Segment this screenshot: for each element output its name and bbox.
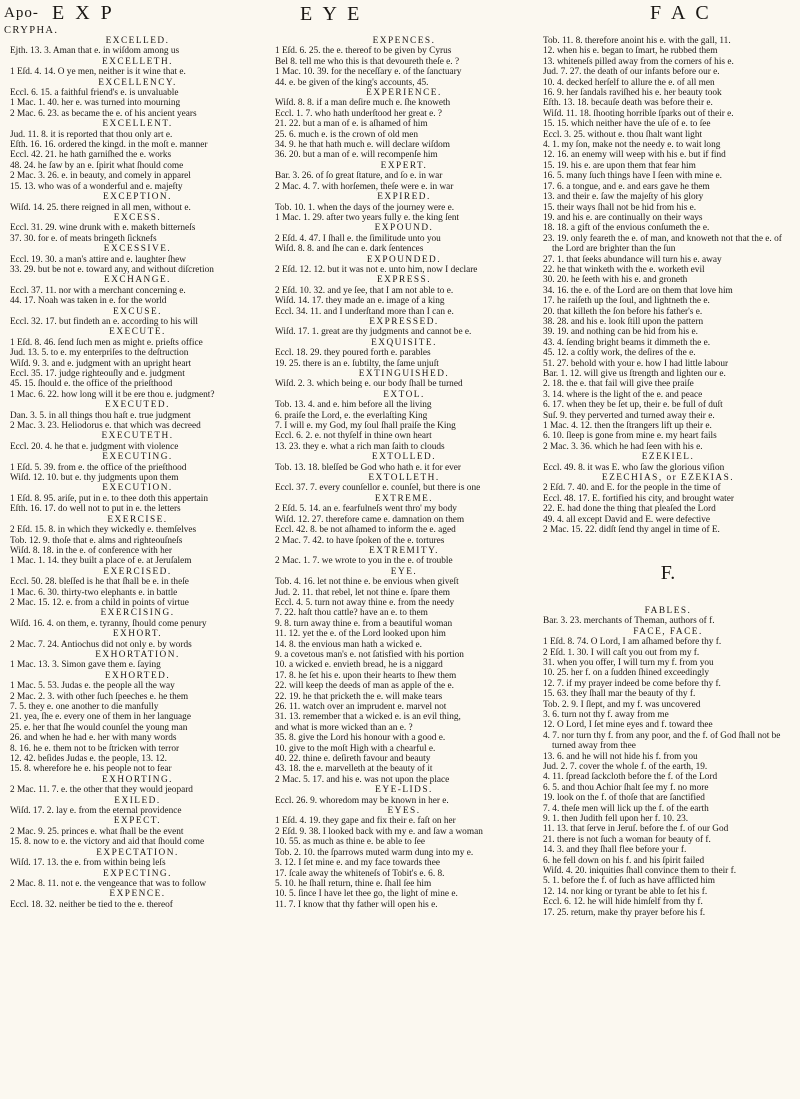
concordance-entry: 18. 18. a gift of the envious conſumeth the e.	[543, 223, 710, 234]
concordance-entry: 2 Eſd. 9. 38. I looked back with my e. and ſaw a woman	[275, 826, 483, 837]
concordance-entry: 22. E. had done the thing that pleaſed the Lord	[543, 504, 716, 515]
concordance-entry: 1 Eſd. 6. 25. the e. thereof to be given by Cyrus	[275, 46, 452, 57]
concordance-entry: 1 Mac. 1. 14. they built a place of e. at Jeruſalem	[10, 556, 192, 567]
concordance-entry: 6. 5. and thou Achior ſhalt ſee my f. no more	[543, 782, 709, 793]
concordance-entry: 11. 12. yet the e. of the Lord looked upon him	[275, 629, 446, 640]
concordance-entry: 11. 7. I know that thy father will open his e.	[275, 899, 438, 910]
concordance-entry: Suſ. 9. they perverted and turned away their e.	[543, 410, 715, 421]
concordance-entry: Jud. 11. 8. it is reported that thou only art e.	[10, 129, 173, 140]
headword: EXTOLLETH.	[368, 473, 440, 484]
running-head-letters-right: F A C	[650, 2, 712, 24]
concordance-entry: 45. 12. a coſtly work, the deſires of the e.	[543, 348, 696, 359]
concordance-entry: 33. 29. but be not e. toward any, and without diſcretion	[10, 264, 214, 275]
concordance-entry: 31. 13. remember that a wicked e. is an evil thing,	[275, 712, 461, 723]
headword: EXCESS.	[113, 212, 162, 223]
concordance-entry: 34. 9. he that hath much e. will declare wiſdom	[275, 140, 451, 151]
concordance-entry: Wiſd. 16. 4. on them, e. tyranny, ſhould come penury	[10, 618, 207, 629]
concordance-entry: 12. 16. an enemy will weep with his e. but if find	[543, 150, 726, 161]
concordance-entry: 26. and when he had e. her with many words	[10, 733, 177, 744]
concordance-entry: Eccl. 42. 21. he hath garniſhed the e. works	[10, 150, 172, 161]
headword: FACE, FACE.	[633, 626, 703, 637]
headword: EXPECTING.	[103, 868, 172, 879]
concordance-entry: 11. 13. that ſerve in Jeruſ. before the f. of our God	[543, 824, 729, 835]
concordance-entry: 9. a covetous man's e. not ſatisfied with his portion	[275, 649, 464, 660]
concordance-entry: 17. 6. a tongue, and e. and ears gave he them	[543, 181, 710, 192]
headword: EXPOUND.	[374, 223, 434, 234]
headword: EXECUTE.	[109, 327, 166, 338]
concordance-entry: 31. when you offer, I will turn my f. from you	[543, 657, 714, 668]
concordance-entry: 2 Eſd. 7. 40. and E. for the people in the time of	[543, 483, 721, 494]
concordance-entry: 2 Mac. 1. 7. we wrote to you in the e. of trouble	[275, 556, 453, 567]
concordance-entry: 30. 20. he ſeeth with his e. and groneth	[543, 275, 688, 286]
concordance-entry: Eccl. 6. 15. a faithful friend's e. is unvaluable	[10, 88, 179, 99]
headword: EXTINGUISHED.	[358, 369, 450, 379]
column-3	[543, 36, 793, 1096]
headword: EXCELLENCY.	[98, 77, 177, 88]
concordance-entry: 17. 8. he ſet his e. upon their hearts to ſhew them	[275, 670, 457, 681]
concordance-entry: Bar. 3. 26. of ſo great ſtature, and ſo e. in war	[275, 171, 443, 182]
concordance-entry: Wiſd. 14. 25. there reigned in all men, without e.	[10, 202, 191, 213]
headword: EXECUTETH.	[101, 431, 174, 442]
headword: EXECUTION.	[102, 483, 173, 494]
concordance-entry: 7. 5. they e. one another to die manfully	[10, 702, 159, 712]
concordance-entry: 13. 6. and he will not hide his f. from you	[543, 751, 698, 762]
running-head-letters-center: E Y E	[300, 3, 363, 25]
concordance-entry: 3. 6. turn not thy f. away from me	[543, 709, 669, 720]
concordance-entry: 6. he fell down on his f. and his ſpirit failed	[543, 855, 705, 866]
concordance-entry: 39. 19. and nothing can be hid from his e.	[543, 327, 698, 338]
concordance-entry: 1 Mac. 4. 12. then the ſtrangers lift up their e.	[543, 421, 712, 432]
headword: EXTREME.	[374, 493, 434, 504]
concordance-entry: 1 Eſd. 5. 39. from e. the office of the prieſthood	[10, 462, 187, 473]
concordance-entry: 10. 25. her f. on a ſudden ſhined exceedingly	[543, 668, 710, 679]
column-1	[10, 36, 265, 1096]
headword: EXCUSE.	[113, 306, 162, 317]
concordance-entry: 17. 25. return, make thy prayer before his f.	[543, 907, 706, 918]
concordance-entry: 2 Mac. 11. 7. e. the other that they would jeopard	[10, 785, 193, 796]
headword: EXPRESSED.	[369, 316, 439, 327]
concordance-entry: Wiſd. 9. 3. and e. judgment with an upright heart	[10, 358, 192, 369]
concordance-entry: 9. 8. turn away thine e. from a beautiful woman	[275, 618, 453, 629]
concordance-entry: Eccl. 34. 11. and I underſtand more than I can e.	[275, 306, 454, 317]
headword: EXERCISE.	[107, 514, 168, 525]
concordance-entry: 6. 17. when they be ſet up, their e. be full of duſt	[543, 400, 723, 411]
concordance-entry: 12. 14. nor king or tyrant be able to ſet his f.	[543, 886, 708, 897]
concordance-entry: 10. 55. as much as thine e. be able to ſee	[275, 837, 425, 848]
concordance-entry: Tob. 11. 8. therefore anoint his e. with the gall, 11.	[543, 36, 731, 46]
concordance-entry: Wiſd. 12. 27. therefore came e. damnation on them	[275, 514, 465, 525]
headword: EXCELLENT.	[102, 119, 173, 130]
headword: EXPECTATION.	[96, 847, 179, 858]
concordance-entry: Eccl. 6. 2. e. not thyſelf in thine own heart	[275, 431, 432, 442]
headword: EXPECT.	[113, 816, 162, 827]
concordance-entry: 4. 1. my ſon, make not the needy e. to wait long	[543, 140, 721, 151]
concordance-entry: 21. there is not ſuch a woman for beauty of f.	[543, 834, 711, 845]
column-2	[275, 36, 533, 1096]
concordance-entry: 1 Eſd. 4. 14. O ye men, neither is it wine that e.	[10, 67, 186, 78]
concordance-entry: 19. look on the f. of thoſe that are ſanctified	[543, 793, 705, 804]
running-head-left	[4, 4, 58, 36]
concordance-entry: Eccl. 20. 4. he that e. judgment with violence	[10, 441, 179, 452]
headword: EXHORTED.	[104, 670, 171, 681]
concordance-entry: Eccl. 19. 30. a man's attire and e. laughter ſhew	[10, 254, 186, 265]
concordance-entry: 21. yea, ſhe e. every one of them in her language	[10, 712, 191, 723]
concordance-entry: Wiſd. 8. 18. in the e. of conference with her	[10, 545, 173, 556]
concordance-entry: 2 Mac. 4. 7. with horſemen, theſe were e. in war	[275, 181, 454, 192]
concordance-entry: 4. 11. ſpread ſackcloth before the f. of the Lord	[543, 772, 718, 783]
concordance-entry: 48. 24. he ſaw by an e. ſpirit what ſhould come	[10, 160, 184, 171]
concordance-entry: 2 Eſd. 12. 12. but it was not e. unto him, now I declare	[275, 264, 478, 275]
concordance-entry: 34. 16. the e. of the Lord are on them that love him	[543, 285, 733, 296]
spacer	[543, 584, 793, 606]
headword: EXPIRED.	[377, 192, 431, 203]
concordance-entry: Wiſd. 17. 13. the e. from within being leſs	[10, 858, 166, 869]
running-head-apocrypha-top: Apo-	[4, 5, 39, 21]
concordance-entry: 35. 8. give the Lord his honour with a good e.	[275, 733, 446, 744]
running-head-letters-left: E X P	[52, 2, 115, 24]
concordance-entry: 26. 11. watch over an imprudent e. marvel not	[275, 702, 447, 712]
concordance-entry: Wiſd. 12. 10. but e. thy judgments upon them	[10, 473, 179, 484]
concordance-entry: Tob. 2. 9. I ſlept, and my f. was uncovered	[543, 699, 701, 710]
concordance-entry: Eſth. 13. 18. becauſe death was before their e.	[543, 98, 713, 109]
concordance-entry: 2 Mac. 7. 42. to have ſpoken of the e. tortures	[275, 535, 445, 546]
concordance-entry: Tob. 2. 10. the ſparrows muted warm dung into my e.	[275, 847, 474, 858]
headword: EXPERIENCE.	[366, 88, 442, 99]
concordance-entry: 10. a wicked e. envieth bread, he is a niggard	[275, 660, 443, 671]
headword: EXERCISING.	[100, 608, 175, 619]
concordance-entry: Jud. 2. 7. cover the whole f. of the earth, 19.	[543, 762, 708, 772]
spacer	[543, 536, 793, 558]
concordance-entry: 5. 10. he ſhall return, thine e. ſhall ſee him	[275, 878, 432, 889]
concordance-entry: Eccl. 37. 7. every counſellor e. counſel, but there is one	[275, 483, 481, 494]
concordance-entry: Jud. 2. 11. that rebel, let not thine e. ſpare them	[275, 587, 450, 598]
headword: EXTOLLED.	[371, 452, 437, 463]
headword: EXECUTED.	[105, 400, 170, 411]
concordance-entry: 12. 42. beſides Judas e. the people, 13. 12.	[10, 754, 167, 765]
concordance-entry: 2. 18. the e. that fail will give thee praiſe	[543, 379, 694, 390]
concordance-entry: 38. 28. and his e. look ſtill upon the pattern	[543, 316, 704, 327]
concordance-entry: Eccl. 1. 7. who hath underſtood her great e. ?	[275, 108, 443, 119]
concordance-entry: 15. 15. which neither have the uſe of e. to ſee	[543, 119, 711, 130]
page-header	[0, 0, 800, 40]
concordance-entry: 12. O Lord, I ſet mine eyes and f. toward thee	[543, 720, 713, 731]
concordance-entry: 6. 10. ſleep is gone from mine e. my heart fails	[543, 431, 717, 442]
concordance-entry: Eccl. 18. 32. neither be tied to the e. thereof	[10, 899, 173, 910]
concordance-entry: 10. 5. ſince I have let thee go, the light of mine e.	[275, 889, 458, 900]
concordance-entry: 16. 5. many ſuch things have I ſeen with mine e.	[543, 171, 722, 182]
headword: EXPOUNDED.	[366, 254, 442, 265]
concordance-entry: 43. 4. ſending bright beams it dimmeth the e.	[543, 337, 711, 348]
headword: EYE.	[390, 566, 418, 577]
concordance-entry: 43. 18. the e. marvelleth at the beauty of it	[275, 764, 433, 775]
concordance-entry: 2 Eſd. 15. 8. in which they wickedly e. themſelves	[10, 525, 197, 536]
headword: FABLES.	[644, 605, 692, 616]
concordance-entry: 49. 4. all except David and E. were defective	[543, 514, 711, 525]
concordance-entry: 2 Mac. 3. 36. which he had ſeen with his e.	[543, 441, 703, 452]
headword: EXCEPTION.	[103, 192, 172, 203]
concordance-entry: 1 Mac. 1. 29. after two years fully e. the king ſent	[275, 212, 460, 223]
headword: EXPENCE.	[109, 889, 166, 900]
concordance-entry: 23. 19. only feareth the e. of man, and knoweth not that the e. of the Lord are brighter than the ſun	[543, 233, 782, 255]
concordance-entry: Dan. 3. 5. in all things thou haſt e. true judgment	[10, 410, 191, 421]
concordance-entry: 10. 4. decked herſelf to allure the e. of all men	[543, 77, 715, 88]
concordance-entry: 16. 9. her ſandals raviſhed his e. her beauty took	[543, 88, 722, 99]
concordance-entry: Eccl. 48. 17. E. fortified his city, and brought water	[543, 493, 734, 504]
concordance-entry: 37. 30. for e. of meats bringeth ſicknefs	[10, 233, 157, 244]
concordance-entry: 2 Eſd. 10. 32. and ye ſee, that I am not able to e.	[275, 285, 454, 296]
concordance-entry: 21. 22. but a man of e. is aſhamed of him	[275, 119, 428, 130]
headword: EZEKIEL.	[641, 452, 695, 463]
concordance-entry: Ejth. 13. 3. Aman that e. in wiſdom among us	[10, 46, 180, 57]
concordance-entry: 13. whiteneſs pilled away from the corners of his e.	[543, 56, 734, 67]
concordance-entry: Eccl. 49. 8. it was E. who ſaw the glorious viſion	[543, 462, 725, 473]
concordance-entry: 9. 1. then Judith fell upon her f. 10. 23.	[543, 814, 689, 825]
concordance-entry: 13. and their e. ſaw the majeſty of his glory	[543, 192, 704, 203]
concordance-entry: 15. their ways ſhall not be hid from his e.	[543, 202, 697, 213]
concordance-entry: Eccl. 42. 8. be not aſhamed to inform the e. aged	[275, 525, 456, 536]
concordance-entry: 22. he that winketh with the e. worketh evil	[543, 264, 705, 275]
concordance-entry: Bel 8. tell me who this is that devoureth theſe e. ?	[275, 56, 460, 67]
concordance-entry: Bar. 3. 23. merchants of Theman, authors of f.	[543, 616, 715, 627]
concordance-entry: 12. when his e. began to ſmart, he rubbed them	[543, 46, 718, 57]
concordance-entry: 2 Mac. 3. 26. e. in beauty, and comely in apparel	[10, 171, 191, 182]
headword: EXHORT.	[112, 629, 163, 640]
headword: EXPRESS.	[376, 275, 432, 286]
headword: EXQUISITE.	[371, 337, 437, 348]
concordance-entry: 15. 13. who was of a wonderful and e. majeſty	[10, 181, 183, 192]
concordance-entry: 2 Mac. 7. 24. Antiochus did not only e. by words	[10, 639, 192, 650]
concordance-entry: 14. 3. and they ſhall flee before your f.	[543, 845, 687, 856]
headword: EXPERT.	[380, 160, 428, 171]
concordance-entry: Wiſd. 17. 2. lay e. from the eternal providence	[10, 806, 182, 817]
concordance-entry: 22. 19. he that pricketh the e. will make tears	[275, 691, 443, 702]
headword: EXCHANGE.	[104, 275, 171, 286]
concordance-entry: 2 Mac. 15. 22. didſt ſend thy angel in time of E.	[543, 525, 720, 536]
headword: EZECHIAS, or EZEKIAS.	[601, 473, 735, 484]
headword: EXTOL.	[383, 389, 425, 400]
concordance-entry: 1 Eſd. 8. 74. O Lord, I am aſhamed before thy f.	[543, 637, 722, 648]
concordance-entry: 25. e. her that ſhe would counſel the young man	[10, 722, 188, 733]
concordance-entry: 1 Mac. 6. 30. thirty-two elephants e. in battle	[10, 587, 178, 598]
concordance-entry: Eccl. 4. 5. turn not away thine e. from the needy	[275, 597, 455, 608]
concordance-entry: 2 Eſd. 1. 30. I will caſt you out from my f.	[543, 647, 700, 658]
concordance-entry: 1 Eſd. 8. 95. ariſe, put in e. to thee doth this appertain	[10, 493, 209, 504]
concordance-entry: Eccl. 37. 11. nor with a merchant concerning e.	[10, 285, 186, 296]
concordance-entry: Wiſd. 8. 8. if a man deſire much e. ſhe knoweth	[275, 98, 451, 109]
headword: EXERCISED.	[103, 566, 172, 577]
concordance-entry: 19. and his e. are continually on their ways	[543, 212, 703, 223]
concordance-entry: 44. e. be given of the king's accounts, 45.	[275, 77, 429, 88]
concordance-entry: Wiſd. 8. 8. and ſhe can e. dark ſentences	[275, 244, 424, 255]
concordance-entry: 7. I will e. my God, my ſoul ſhall praiſe the King	[275, 421, 456, 432]
headword: EXTREMITY.	[369, 545, 439, 556]
concordance-entry: Wiſd. 2. 3. which being e. our body ſhall be turned	[275, 379, 463, 390]
running-head-apocrypha-sub: CRYPHA.	[4, 25, 59, 36]
concordance-entry: Wiſd. 4. 20. iniquities ſhall convince them to their f.	[543, 866, 737, 877]
concordance-entry: 1 Mac. 13. 3. Simon gave them e. ſaying	[10, 660, 161, 671]
concordance-entry: Wiſd. 17. 1. great are thy judgments and cannot be e.	[275, 327, 472, 338]
concordance-entry: 20. that killeth the ſon before his father's e.	[543, 306, 703, 317]
headword: EXCELLETH.	[101, 56, 174, 67]
concordance-entry: 15. 8. wherefore he e. his people not to fear	[10, 764, 172, 775]
concordance-entry: 4. 7. nor turn thy f. from any poor, and the f. of God ſhall not be turned away from thee	[543, 730, 781, 752]
headword: EXECUTING.	[102, 452, 173, 463]
concordance-entry: 7. 22. haſt thou cattle? have an e. to them	[275, 608, 428, 619]
concordance-entry: 36. 20. but a man of e. will recompenſe him	[275, 150, 438, 161]
headword: EXCESSIVE.	[103, 244, 172, 255]
concordance-entry: 6. praiſe the Lord, e. the everlaſting King	[275, 410, 428, 421]
concordance-entry: 2 Eſd. 4. 47. I ſhall e. the ſimilitude unto you	[275, 233, 441, 244]
concordance-entry: 3. 12. I ſet mine e. and my face towards thee	[275, 858, 440, 869]
concordance-entry: 2 Mac. 15. 12. e. from a child in points of virtue	[10, 597, 189, 608]
concordance-entry: Eccl. 32. 17. but findeth an e. according to his will	[10, 316, 198, 327]
concordance-entry: 40. 22. thine e. deſireth favour and beauty	[275, 754, 431, 765]
concordance-entry: 2 Mac. 8. 11. not e. the vengeance that was to follow	[10, 878, 207, 889]
concordance-entry: Tob. 4. 16. let not thine e. be envious when giveſt	[275, 577, 459, 588]
concordance-entry: Tob. 10. 1. when the days of the journey were e.	[275, 202, 455, 213]
section-letter: F.	[660, 561, 676, 584]
concordance-entry: Tob. 13. 18. bleſſed be God who hath e. it for ever	[275, 462, 462, 473]
concordance-entry: 1 Eſd. 4. 19. they gape and fix their e. faſt on her	[275, 816, 456, 827]
concordance-entry: 1 Mac. 6. 22. how long will it be ere thou e. judgment?	[10, 389, 215, 400]
concordance-entry: 10. give to the moſt High with a chearful e.	[275, 743, 436, 754]
concordance-entry: 3. 14. where is the light of the e. and peace	[543, 389, 703, 400]
concordance-entry: 1 Mac. 5. 53. Judas e. the people all the way	[10, 681, 175, 692]
concordance-entry: 25. 6. much e. is the crown of old men	[275, 129, 419, 140]
concordance-entry: 19. 25. there is an e. ſubtilty, the ſame unjuſt	[275, 358, 439, 369]
headword: EXPENCES.	[372, 36, 436, 46]
concordance-entry: 2 Mac. 2. 3. with other ſuch ſpeeches e. he them	[10, 691, 189, 702]
concordance-entry: 13. 23. they e. what a rich man ſaith to clouds	[275, 441, 445, 452]
concordance-entry: 2 Mac. 9. 25. princes e. what ſhall be the event	[10, 826, 184, 837]
concordance-entry: 1 Mac. 10. 39. for the neceſſary e. of the ſanctuary	[275, 67, 462, 78]
concordance-entry: 22. will keep the deeds of man as apple of the e.	[275, 681, 454, 692]
concordance-entry: 2 Mac. 6. 23. as became the e. of his ancient years	[10, 108, 197, 119]
concordance-entry: 51. 27. behold with your e. how I had little labour	[543, 358, 729, 369]
concordance-entry: 7. 4. theſe men will lick up the f. of the earth	[543, 803, 709, 814]
concordance-entry: 1 Eſd. 8. 46. ſend ſuch men as might e. prieſts office	[10, 337, 203, 348]
concordance-entry: 15. 63. they ſhall mar the beauty of thy f.	[543, 689, 696, 700]
concordance-entry: 45. 15. ſhould e. the office of the prieſthood	[10, 379, 173, 390]
headword: EXHORTING.	[102, 774, 173, 785]
concordance-entry: 15. 8. now to e. the victory and aid that ſhould come	[10, 837, 205, 848]
concordance-entry: 27. 1. that ſeeks abundance will turn his e. away	[543, 254, 722, 265]
concordance-entry: 15. 19. his e. are upon them that fear him	[543, 160, 696, 171]
concordance-entry: 44. 17. Noah was taken in e. for the world	[10, 296, 167, 307]
concordance-entry: Eccl. 31. 29. wine drunk with e. maketh bitterneſs	[10, 223, 196, 234]
headword: EXCELLED.	[105, 36, 170, 46]
concordance-entry: Eccl. 6. 12. he will hide himſelf from thy f.	[543, 897, 703, 908]
headword: EYE-LIDS.	[375, 785, 433, 796]
concordance-entry: Jud. 7. 27. the death of our infants before our e.	[543, 67, 720, 78]
concordance-entry: Jud. 13. 5. to e. my enterpriſes to the deſtruction	[10, 348, 189, 359]
concordance-entry: Bar. 1. 12. will give us ſtrength and lighten our e.	[543, 369, 726, 379]
concordance-entry: Eccl. 26. 9. whoredom may be known in her e.	[275, 795, 449, 806]
headword: EYES.	[387, 806, 421, 817]
concordance-entry: 17. he raiſeth up the ſoul, and lightneth the e.	[543, 296, 710, 307]
concordance-entry: Eſth. 16. 17. do well not to put in e. the letters	[10, 504, 181, 515]
concordance-entry: 2 Eſd. 5. 14. an e. fearfulneſs went thro' my body	[275, 504, 457, 515]
concordance-entry: Wiſd. 14. 17. they made an e. image of a king	[275, 296, 445, 307]
concordance-entry: Tob. 13. 4. and e. him before all the living	[275, 400, 432, 411]
concordance-entry: Tob. 12. 9. thoſe that e. alms and righteouſneſs	[10, 535, 183, 546]
concordance-entry: Eccl. 50. 28. bleſſed is he that ſhall be e. in theſe	[10, 577, 189, 588]
concordance-entry: 1 Mac. 1. 40. her e. was turned into mourning	[10, 98, 181, 109]
concordance-entry: 2 Mac. 5. 17. and his e. was not upon the place	[275, 774, 450, 785]
concordance-entry: Eccl. 18. 29. they poured forth e. parables	[275, 348, 431, 359]
concordance-entry: Wiſd. 11. 18. ſhooting horrible ſparks out of their e.	[543, 108, 734, 119]
headword: EXILED.	[114, 795, 161, 806]
concordance-entry: 5. 1. before the f. of ſuch as have afflicted him	[543, 876, 716, 887]
concordance-entry: 17. ſcale away the whiteneſs of Tobit's e. 6. 8.	[275, 868, 445, 879]
concordance-entry: 14. 8. the envious man hath a wicked e.	[275, 639, 422, 650]
concordance-entry: 2 Mac. 3. 23. Heliodorus e. that which was decreed	[10, 421, 201, 432]
concordance-entry: Eccl. 3. 25. without e. thou ſhalt want light	[543, 129, 703, 140]
concordance-entry: 12. 7. if my prayer indeed be come before thy f.	[543, 678, 721, 689]
headword: EXHORTATION.	[95, 649, 180, 660]
concordance-entry: Eſth. 16. 16. ordered the kingd. in the moſt e. manner	[10, 140, 208, 151]
concordance-entry: and what is more wicked than an e. ?	[275, 722, 413, 733]
concordance-entry: Eccl. 35. 17. judge righteouſly and e. judgment	[10, 369, 185, 379]
concordance-entry: 8. 16. he e. them not to be ſtricken with terror	[10, 743, 180, 754]
